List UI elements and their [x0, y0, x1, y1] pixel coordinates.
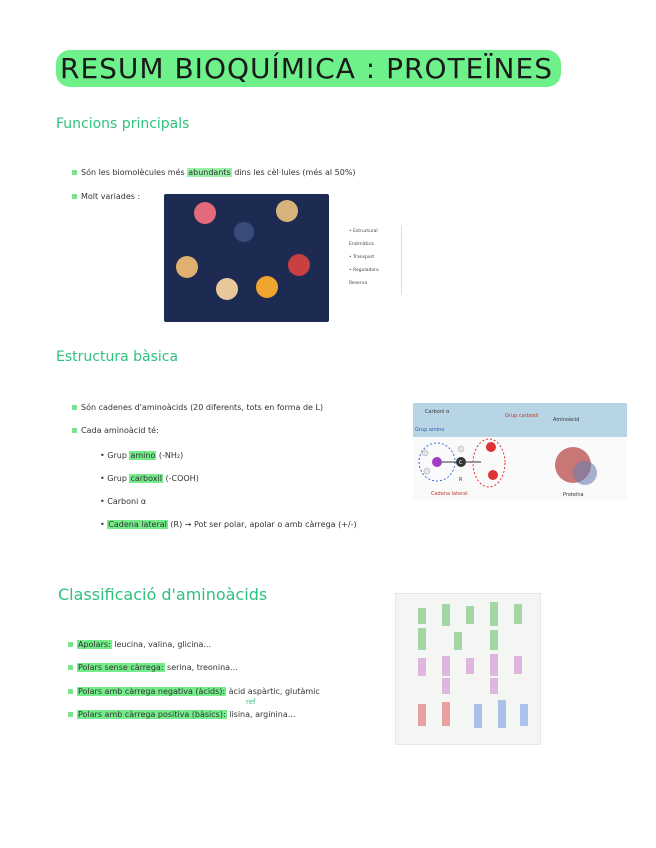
- aminoacid-classification-image: [395, 593, 541, 745]
- bullet-abundants: Són les biomolècules més abundants dins les cèl·lules (més al 50%): [72, 168, 356, 177]
- bullet-dot: [68, 689, 73, 694]
- bullet-variades: Molt variades :: [72, 192, 140, 201]
- ref-note: ref: [246, 698, 256, 706]
- aminoacid-diagram: [413, 403, 627, 500]
- sub-bullet-carboni: • Carboni α: [100, 497, 147, 506]
- bullet-polars-negativa: Polars amb càrrega negativa (àcids): àcid aspàrtic, glutàmic: [68, 687, 320, 696]
- bullet-polars-sense: Polars sense càrrega: serina, treonina...: [68, 663, 238, 672]
- section-heading-estructura: Estructura bàsica: [56, 349, 179, 365]
- bullet-dot: [72, 405, 77, 410]
- oxygen-atom: [488, 470, 498, 480]
- bullet-cada-aa: Cada aminoàcid té:: [72, 426, 159, 435]
- bullet-polars-positiva: Polars amb càrrega positiva (bàsics): lisina, arginina...: [68, 710, 295, 719]
- label-grup-amino: Grup amino: [415, 427, 445, 433]
- list-item: • Reguladora: [349, 268, 379, 273]
- blood-icon: [288, 254, 310, 276]
- list-item: Enzimàtica: [349, 242, 374, 247]
- label-proteina: Proteïna: [563, 492, 584, 498]
- oxygen-atom: [486, 442, 496, 452]
- nitrogen-atom: [432, 457, 442, 467]
- title-highlight: RESUM BIOQUÍMICA : PROTEÏNES: [56, 50, 561, 87]
- list-item: Reserva: [349, 281, 368, 286]
- label-grup-carboxil: Grup carboxil: [505, 413, 539, 419]
- functions-infographic: [164, 194, 329, 322]
- arm-icon: [176, 256, 198, 278]
- bullet-dot: [68, 712, 73, 717]
- energy-icon: [256, 276, 278, 298]
- cell-icon: [216, 278, 238, 300]
- list-item: • Transport: [349, 255, 375, 260]
- bullet-apolars: Apolars: leucina, valina, glicina...: [68, 640, 211, 649]
- label-aminoacid: Aminoàcid: [553, 417, 580, 423]
- section-heading-funcions: Funcions principals: [56, 116, 190, 132]
- classification-grid: [396, 594, 540, 744]
- bullet-dot: [68, 642, 73, 647]
- hydrogen-atom: [458, 446, 464, 452]
- hydrogen-atom: [422, 450, 428, 456]
- list-item: • Estructural: [349, 229, 378, 234]
- sub-bullet-amino: • Grup amino (-NH₂): [100, 451, 184, 460]
- label-carboni: Carboni α: [425, 409, 450, 415]
- sub-bullet-carboxil: • Grup carboxil (-COOH): [100, 474, 199, 483]
- hydrogen-atom: [424, 468, 430, 474]
- bullet-dot: [72, 170, 77, 175]
- carbon-label: C: [459, 460, 463, 466]
- section-heading-classificacio: Classificació d'aminoàcids: [58, 585, 268, 604]
- label-cadena-lateral: Cadena lateral: [431, 491, 468, 497]
- functions-list: [349, 225, 402, 295]
- bullet-dot: [68, 665, 73, 670]
- enzyme-icon: [234, 222, 254, 242]
- page-title: [56, 52, 561, 85]
- aminoacid-structure-image: [413, 403, 627, 500]
- molecules-icon: [276, 200, 298, 222]
- bullet-cadenes: Són cadenes d'aminoàcids (20 diferents, tots en forma de L): [72, 403, 323, 412]
- digestive-icon: [194, 202, 216, 224]
- bullet-dot: [72, 194, 77, 199]
- bullet-dot: [72, 428, 77, 433]
- r-label: R: [459, 477, 463, 483]
- protein-blob: [573, 461, 597, 485]
- sub-bullet-cadena: • Cadena lateral (R) → Pot ser polar, apolar o amb càrrega (+/-): [100, 520, 357, 529]
